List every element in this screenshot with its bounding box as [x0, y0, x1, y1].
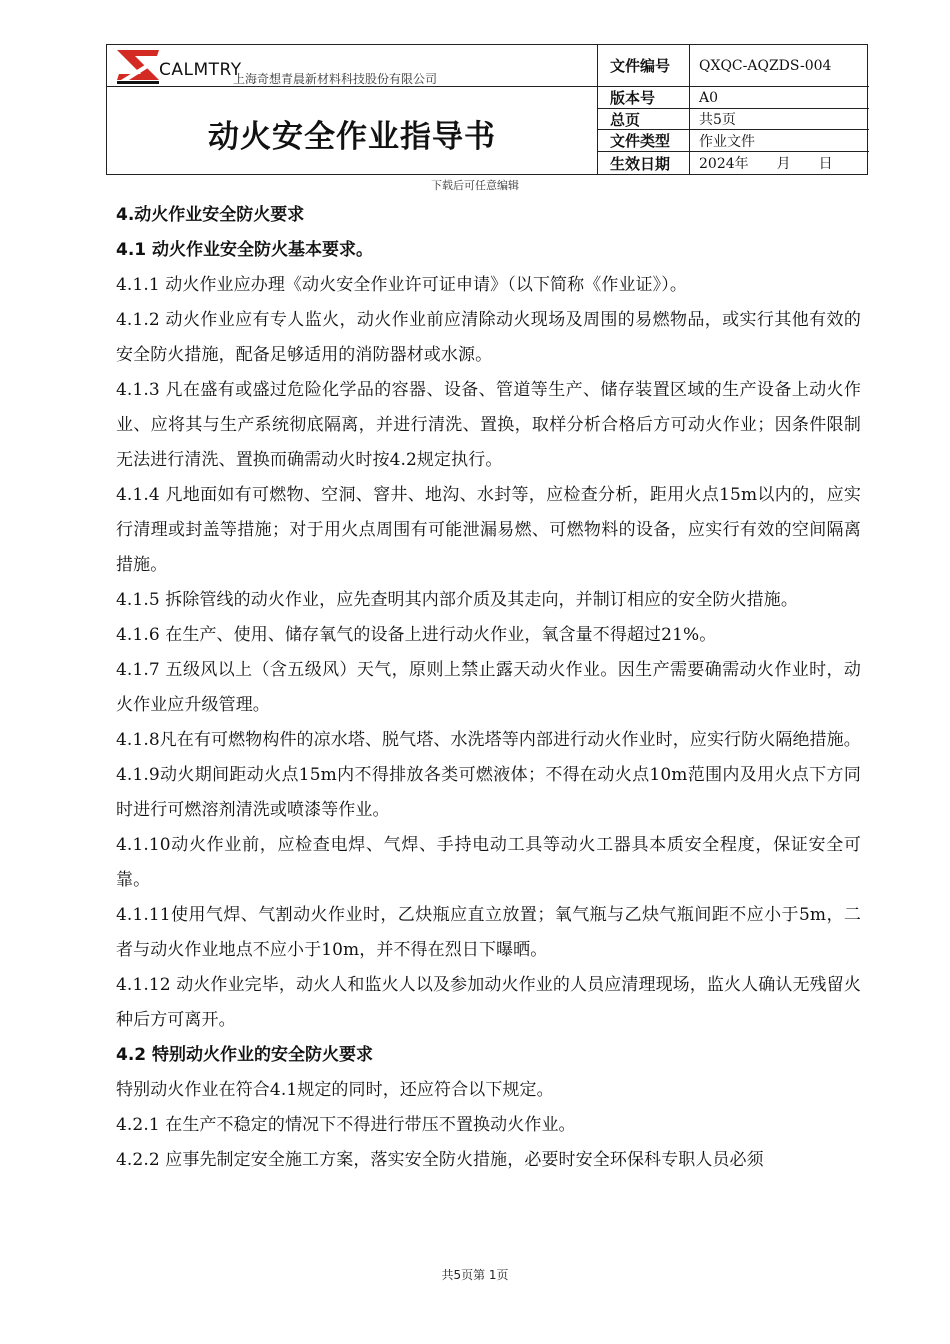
clause-paragraph: 4.1.9动火期间距动火点15m内不得排放各类可燃液体；不得在动火点10m范围内及用火点下方同时进行可燃溶剂清洗或喷漆等作业。 [116, 765, 861, 820]
meta-value: QXQC-AQZDS-004 [699, 57, 832, 74]
document-body [116, 198, 861, 1178]
meta-row-total-pages [598, 109, 869, 130]
document-title: 动火安全作业指导书 [208, 119, 496, 155]
section-heading: 4.动火作业安全防火要求 [116, 205, 305, 225]
meta-row-effective-date [598, 152, 869, 174]
logo-wordmark: CALMTRY [159, 60, 242, 80]
clause-paragraph: 4.2.2 应事先制定安全施工方案，落实安全防火措施，必要时安全环保科专职人员必须 [116, 1150, 764, 1170]
meta-row-version [598, 87, 869, 109]
clause-paragraph: 4.1.8凡在有可燃物构件的凉水塔、脱气塔、水洗塔等内部进行动火作业时，应实行防火隔绝措施。 [116, 730, 861, 750]
clause-paragraph: 4.1.10动火作业前，应检查电焊、气焊、手持电动工具等动火工器具本质安全程度，保证安全可靠。 [116, 835, 861, 890]
meta-row-doc-type [598, 130, 869, 152]
meta-label: 文件类型 [598, 130, 690, 151]
clause-paragraph: 特别动火作业在符合4.1规定的同时，还应符合以下规定。 [116, 1080, 554, 1100]
clause-paragraph: 4.1.3 凡在盛有或盛过危险化学品的容器、设备、管道等生产、储存装置区域的生产设备上动火作业、应将其与生产系统彻底隔离，并进行清洗、置换，取样分析合格后方可动火作业；因条件限制无法进行清洗、置换而确需动火时按4.2规定执行。 [116, 380, 861, 470]
logo-cell [107, 45, 598, 87]
meta-label: 文件编号 [598, 45, 690, 86]
clause-paragraph: 4.1.4 凡地面如有可燃物、空洞、窨井、地沟、水封等，应检查分析，距用火点15m以内的，应实行清理或封盖等措施；对于用火点周围有可能泄漏易燃、可燃物料的设备，应实行有效的空间隔离措施。 [116, 485, 861, 575]
clause-paragraph: 4.1.7 五级风以上（含五级风）天气，原则上禁止露天动火作业。因生产需要确需动火作业时，动火作业应升级管理。 [116, 660, 861, 715]
document-header [106, 44, 868, 175]
clause-paragraph: 4.1.5 拆除管线的动火作业，应先查明其内部介质及其走向，并制订相应的安全防火措施。 [116, 590, 798, 610]
meta-value: 作业文件 [699, 133, 755, 150]
page-footer: 共5页第 1页 [441, 1268, 509, 1282]
download-note: 下载后可任意编辑 [431, 179, 519, 192]
clause-paragraph: 4.1.1 动火作业应办理《动火安全作业许可证申请》（以下简称《作业证》）。 [116, 275, 687, 295]
meta-value: 2024年 月 日 [699, 156, 833, 172]
title-cell [107, 87, 598, 175]
clause-paragraph: 4.1.11使用气焊、气割动火作业时，乙炔瓶应直立放置；氧气瓶与乙炔气瓶间距不应小于5m，二者与动火作业地点不应小于10m，并不得在烈日下曝晒。 [116, 905, 861, 960]
meta-label: 版本号 [598, 87, 690, 108]
meta-row-doc-number [598, 45, 869, 87]
clause-paragraph: 4.1.12 动火作业完毕，动火人和监火人以及参加动火作业的人员应清理现场，监火人确认无残留火种后方可离开。 [116, 975, 861, 1030]
clause-paragraph: 4.1.2 动火作业应有专人监火，动火作业前应清除动火现场及周围的易燃物品，或实行其他有效的安全防火措施，配备足够适用的消防器材或水源。 [116, 310, 861, 365]
company-name: 上海奇想青晨新材料科技股份有限公司 [233, 72, 438, 86]
meta-value: 共5页 [699, 112, 736, 128]
meta-value: A0 [699, 89, 719, 106]
company-logo-icon [115, 47, 161, 85]
clause-paragraph: 4.2.1 在生产不稳定的情况下不得进行带压不置换动火作业。 [116, 1115, 576, 1135]
meta-label: 总页 [598, 109, 690, 129]
clause-paragraph: 4.1.6 在生产、使用、储存氧气的设备上进行动火作业，氧含量不得超过21%。 [116, 625, 717, 645]
section-heading: 4.2 特别动火作业的安全防火要求 [116, 1045, 374, 1065]
section-heading: 4.1 动火作业安全防火基本要求。 [116, 240, 374, 260]
meta-label: 生效日期 [598, 152, 690, 174]
